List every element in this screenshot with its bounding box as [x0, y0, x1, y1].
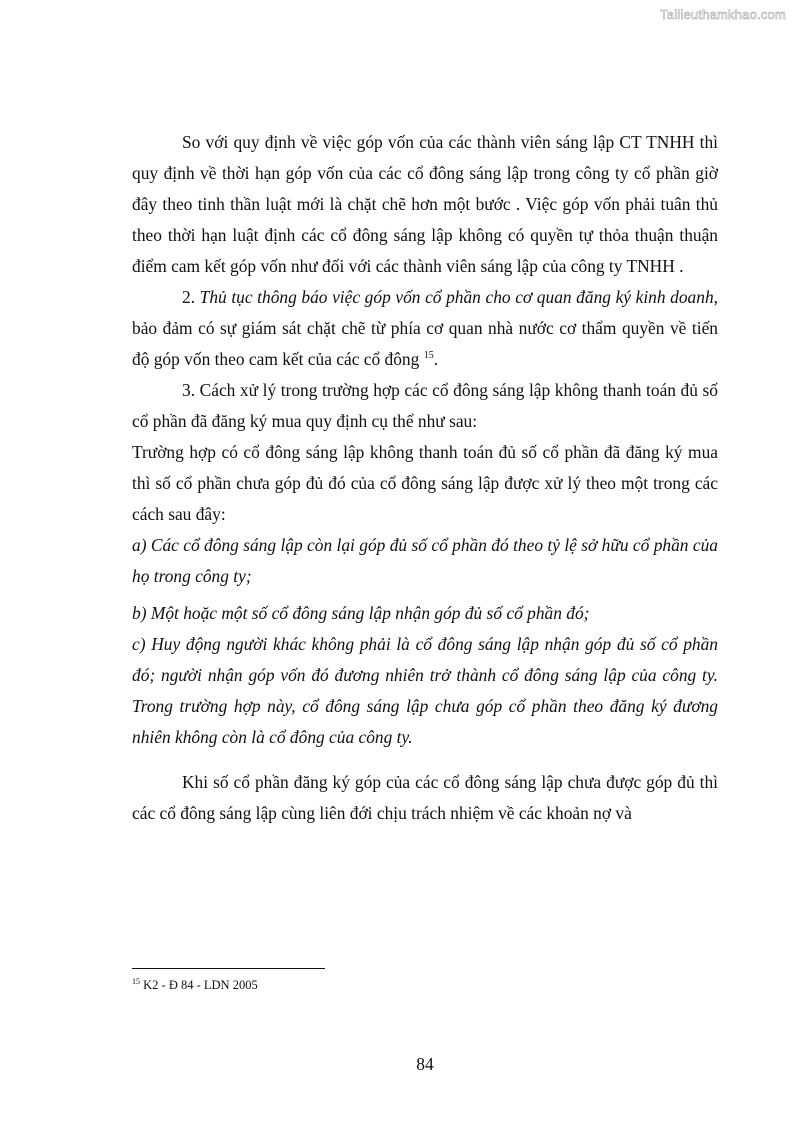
page-number: 84 [416, 1054, 434, 1074]
paragraph-4: Trường hợp có cổ đông sáng lập không thanh toán đủ số cổ phần đã đăng ký mua thì số cổ phần chưa góp đủ đó của cổ đông sáng lập được xử lý theo một trong các cách sau đây: [132, 442, 718, 524]
paragraph-2-italic-heading: Thủ tục thông báo việc góp vốn cổ phần cho cơ quan đăng ký kinh doanh [199, 287, 714, 307]
watermark: Tailieuthamkhao.com [660, 7, 786, 22]
document-body [132, 127, 718, 829]
paragraph-5: Khi số cổ phần đăng ký góp của các cổ đông sáng lập chưa được góp đủ thì các cổ đông sáng lập cùng liên đới chịu trách nhiệm về các khoản nợ và [132, 772, 718, 823]
paragraph-2-text: , bảo đảm có sự giám sát chặt chẽ từ phía cơ quan nhà nước cơ thẩm quyền về tiến độ góp vốn theo cam kết của các cổ đông [132, 287, 718, 369]
footnote-text: K2 - Đ 84 - LDN 2005 [140, 978, 258, 992]
paragraph-2 [132, 282, 718, 375]
footnote [132, 977, 258, 993]
paragraph-3: 3. Cách xử lý trong trường hợp các cổ đông sáng lập không thanh toán đủ số cổ phần đã đăng ký mua quy định cụ thể như sau: [132, 380, 718, 431]
list-item-c: c) Huy động người khác không phải là cổ đông sáng lập nhận góp đủ số cổ phần đó; người nhận góp vốn đó đương nhiên trở thành cổ đông sáng lập của công ty. Trong trường hợp này, cổ đông sáng lập chưa góp cổ phần theo đăng ký đương nhiên không còn là cổ đông của công ty. [132, 634, 718, 747]
paragraph-2-end: . [433, 349, 439, 369]
footnote-reference: 15 [423, 350, 434, 361]
footnote-number: 15 [132, 977, 140, 986]
paragraph-2-number: 2. [182, 287, 200, 307]
footnote-divider [132, 968, 325, 969]
paragraph-1: So với quy định về việc góp vốn của các thành viên sáng lập CT TNHH thì quy định về thời hạn góp vốn của các cổ đông sáng lập trong công ty cổ phần giờ đây theo tinh thần luật mới là chặt chẽ hơn một bước . Việc góp vốn phải tuân thủ theo thời hạn luật định các cổ đông sáng lập không có quyền tự thỏa thuận thuận điểm cam kết góp vốn như đối với các thành viên sáng lập của công ty TNHH . [132, 132, 718, 276]
list-item-a: a) Các cổ đông sáng lập còn lại góp đủ số cổ phần đó theo tỷ lệ sở hữu cổ phần của họ trong công ty; [132, 535, 718, 586]
list-item-b: b) Một hoặc một số cổ đông sáng lập nhận góp đủ số cổ phần đó; [132, 603, 590, 623]
